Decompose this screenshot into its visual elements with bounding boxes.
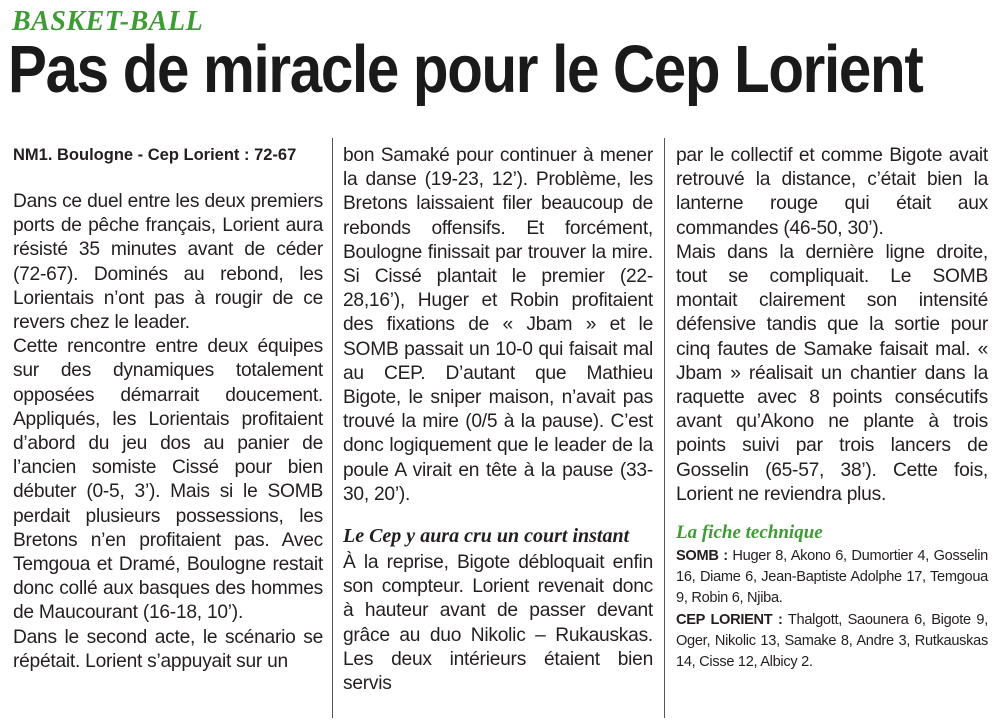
body-paragraph: Dans le second acte, le scénario se répétait. Lorient s’appuyait sur un	[13, 626, 323, 672]
fiche-technique-title: La fiche technique	[676, 522, 823, 544]
team-label: SOMB :	[676, 548, 728, 565]
fiche-team-lorient	[676, 610, 988, 674]
section-kicker: BASKET-BALL	[12, 6, 204, 37]
fiche-team-somb	[676, 546, 988, 610]
team-label: CEP LORIENT :	[676, 611, 783, 628]
body-paragraph: Mais dans la dernière ligne droite, tout se compliquait. Le SOMB montait clairement son intensité défensive tandis que la sortie pour cinq fautes de Samake faisait mal. « Jbam » réalisait un chantier dans la raquette avec 8 points consécutifs avant qu’Akono ne plante à trois points suivi par trois lancers de Gosselin (65-57, 38’). Cette fois, Lorient ne reviendra plus.	[676, 241, 988, 505]
team-players: Huger 8, Akono 6, Dumortier 4, Gosselin 16, Diame 6, Jean-Baptiste Adolphe 17, Temgoua 9, Robin 6, Njiba.	[676, 548, 988, 607]
article-column-3	[676, 144, 988, 673]
column-divider	[332, 138, 333, 718]
article-headline: Pas de miracle pour le Cep Lorient	[8, 32, 923, 107]
article-subhead: Le Cep y aura cru un court instant	[343, 525, 630, 548]
body-paragraph: par le collectif et comme Bigote avait retrouvé la distance, c’était bien la lanterne rouge qui était aux commandes (46-50, 30’).	[676, 145, 988, 239]
body-paragraph: Dans ce duel entre les deux premiers ports de pêche français, Lorient aura résisté 35 minutes avant de céder (72-67). Dominés au rebond, les Lorientais n’ont pas à rougir de ce revers chez le leader.	[13, 191, 323, 334]
body-paragraph: Cette rencontre entre deux équipes sur des dynamiques totalement opposées démarrait doucement. Appliqués, les Lorientais profitaient d’abord du jeu dos au panier de l’ancien somiste Cissé pour bien débuter (0-5, 3’). Mais si le SOMB perdait plusieurs possessions, les Bretons n’en profitaient pas. Avec Temgoua et Dramé, Boulogne restait donc collé aux basques des hommes de Maucourant (16-18, 10’).	[13, 336, 323, 624]
team-players: Thalgott, Saounera 6, Bigote 9, Oger, Nikolic 13, Samake 8, Andre 3, Rutkauskas 14, Cisse 12, Albicy 2.	[676, 611, 988, 671]
article-column-2	[343, 144, 653, 696]
body-paragraph: bon Samaké pour continuer à mener la danse (19-23, 12’). Problème, les Bretons laissaient filer beaucoup de rebonds offensifs. Et forcément, Boulogne finissait par trouver la mire. Si Cissé plantait le premier (22-28,16’), Huger et Robin profitaient des fixations de « Jbam » et le SOMB passait un 10-0 qui faisait mal au CEP. D’autant que Mathieu Bigote, le sniper maison, n’avait pas trouvé la mire (0/5 à la pause). C’est donc logiquement que le leader de la poule A virait en tête à la pause (33-30, 20’).	[343, 145, 653, 505]
column-divider	[664, 138, 665, 718]
body-paragraph: À la reprise, Bigote débloquait enfin son compteur. Lorient revenait donc à hauteur avant de passer devant grâce au duo Nikolic – Rukauskas. Les deux intérieurs étaient bien servis	[343, 552, 653, 695]
match-result-line: NM1. Boulogne - Cep Lorient : 72-67	[13, 146, 297, 164]
article-column-1	[13, 142, 323, 674]
